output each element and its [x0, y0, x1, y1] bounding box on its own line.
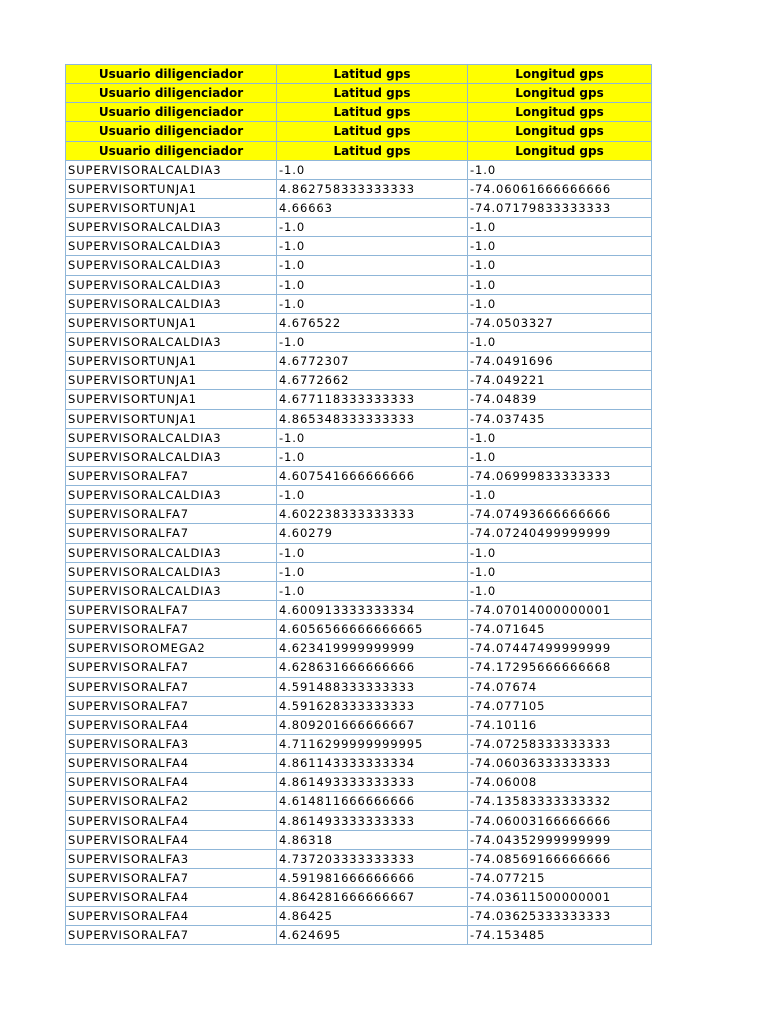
cell-longitud[interactable]: -74.077105	[468, 696, 652, 715]
cell-longitud[interactable]: -74.0491696	[468, 352, 652, 371]
cell-latitud[interactable]: -1.0	[277, 237, 468, 256]
cell-longitud[interactable]: -74.037435	[468, 409, 652, 428]
cell-longitud[interactable]: -1.0	[468, 332, 652, 351]
cell-longitud[interactable]: -74.06003166666666	[468, 811, 652, 830]
table-row	[66, 696, 652, 715]
table-row	[66, 447, 652, 466]
cell-latitud[interactable]: 4.676522	[277, 313, 468, 332]
table-row	[66, 792, 652, 811]
cell-longitud[interactable]: -74.07258333333333	[468, 734, 652, 753]
cell-longitud[interactable]: -74.049221	[468, 371, 652, 390]
cell-latitud[interactable]: -1.0	[277, 486, 468, 505]
cell-latitud[interactable]: 4.7116299999999995	[277, 734, 468, 753]
table-row	[66, 562, 652, 581]
cell-longitud[interactable]: -74.07447499999999	[468, 639, 652, 658]
header-row	[66, 65, 652, 84]
table-row	[66, 658, 652, 677]
cell-longitud[interactable]: -74.06061666666666	[468, 179, 652, 198]
cell-longitud[interactable]: -1.0	[468, 543, 652, 562]
cell-longitud[interactable]: -74.03611500000001	[468, 888, 652, 907]
cell-longitud[interactable]: -1.0	[468, 160, 652, 179]
table-row	[66, 715, 652, 734]
cell-usuario[interactable]: SUPERVISORTUNJA1	[66, 371, 277, 390]
cell-usuario[interactable]: SUPERVISORALFA3	[66, 734, 277, 753]
cell-longitud[interactable]: -1.0	[468, 256, 652, 275]
cell-latitud[interactable]: -1.0	[277, 581, 468, 600]
cell-longitud[interactable]: -74.03625333333333	[468, 907, 652, 926]
cell-latitud[interactable]: 4.864281666666667	[277, 888, 468, 907]
cell-usuario[interactable]: SUPERVISORALCALDIA3	[66, 581, 277, 600]
cell-longitud[interactable]: -74.071645	[468, 620, 652, 639]
cell-longitud[interactable]: -74.17295666666668	[468, 658, 652, 677]
cell-latitud[interactable]: -1.0	[277, 275, 468, 294]
header-cell-usuario[interactable]: Usuario diligenciador	[66, 141, 277, 160]
cell-latitud[interactable]: 4.861143333333334	[277, 754, 468, 773]
cell-usuario[interactable]: SUPERVISORALFA7	[66, 524, 277, 543]
cell-latitud[interactable]: -1.0	[277, 562, 468, 581]
cell-usuario[interactable]: SUPERVISORTUNJA1	[66, 352, 277, 371]
cell-usuario[interactable]: SUPERVISORALCALDIA3	[66, 237, 277, 256]
cell-usuario[interactable]: SUPERVISORALCALDIA3	[66, 218, 277, 237]
cell-usuario[interactable]: SUPERVISORALCALDIA3	[66, 447, 277, 466]
header-cell-longitud[interactable]: Longitud gps	[468, 141, 652, 160]
cell-latitud[interactable]: -1.0	[277, 543, 468, 562]
cell-usuario[interactable]: SUPERVISORALFA7	[66, 620, 277, 639]
table-row	[66, 581, 652, 600]
cell-longitud[interactable]: -74.06008	[468, 773, 652, 792]
header-cell-longitud[interactable]: Longitud gps	[468, 65, 652, 84]
table-row	[66, 332, 652, 351]
table-row	[66, 256, 652, 275]
cell-latitud[interactable]: 4.86425	[277, 907, 468, 926]
header-cell-usuario[interactable]: Usuario diligenciador	[66, 84, 277, 103]
cell-usuario[interactable]: SUPERVISORALCALDIA3	[66, 543, 277, 562]
cell-usuario[interactable]: SUPERVISORALFA7	[66, 696, 277, 715]
cell-usuario[interactable]: SUPERVISORALFA4	[66, 754, 277, 773]
cell-usuario[interactable]: SUPERVISORTUNJA1	[66, 409, 277, 428]
header-cell-usuario[interactable]: Usuario diligenciador	[66, 103, 277, 122]
cell-longitud[interactable]: -74.04352999999999	[468, 830, 652, 849]
cell-latitud[interactable]: 4.6772307	[277, 352, 468, 371]
table-row	[66, 428, 652, 447]
cell-latitud[interactable]: 4.737203333333333	[277, 849, 468, 868]
table-row	[66, 371, 652, 390]
cell-usuario[interactable]: SUPERVISORALFA4	[66, 888, 277, 907]
cell-latitud[interactable]: 4.60279	[277, 524, 468, 543]
cell-usuario[interactable]: SUPERVISORALFA7	[66, 600, 277, 619]
cell-usuario[interactable]: SUPERVISORALCALDIA3	[66, 275, 277, 294]
cell-longitud[interactable]: -1.0	[468, 428, 652, 447]
cell-longitud[interactable]: -74.06036333333333	[468, 754, 652, 773]
header-row	[66, 122, 652, 141]
cell-latitud[interactable]: 4.66663	[277, 198, 468, 217]
cell-latitud[interactable]: -1.0	[277, 218, 468, 237]
cell-longitud[interactable]: -74.08569166666666	[468, 849, 652, 868]
cell-usuario[interactable]: SUPERVISORALFA4	[66, 811, 277, 830]
cell-longitud[interactable]: -1.0	[468, 237, 652, 256]
cell-latitud[interactable]: 4.861493333333333	[277, 773, 468, 792]
cell-longitud[interactable]: -1.0	[468, 218, 652, 237]
cell-longitud[interactable]: -1.0	[468, 275, 652, 294]
cell-usuario[interactable]: SUPERVISORALFA7	[66, 658, 277, 677]
table-row	[66, 486, 652, 505]
cell-usuario[interactable]: SUPERVISORALCALDIA3	[66, 332, 277, 351]
cell-latitud[interactable]: 4.862758333333333	[277, 179, 468, 198]
table-row	[66, 677, 652, 696]
cell-latitud[interactable]: -1.0	[277, 160, 468, 179]
header-cell-latitud[interactable]: Latitud gps	[277, 103, 468, 122]
cell-longitud[interactable]: -1.0	[468, 486, 652, 505]
cell-usuario[interactable]: SUPERVISORALFA4	[66, 907, 277, 926]
cell-longitud[interactable]: -74.07493666666666	[468, 505, 652, 524]
table-row	[66, 313, 652, 332]
spreadsheet-body	[66, 65, 652, 945]
cell-longitud[interactable]: -74.07179833333333	[468, 198, 652, 217]
cell-latitud[interactable]: 4.614811666666666	[277, 792, 468, 811]
table-row	[66, 237, 652, 256]
table-row	[66, 811, 652, 830]
table-row	[66, 352, 652, 371]
table-row	[66, 754, 652, 773]
table-row	[66, 466, 652, 485]
cell-longitud[interactable]: -1.0	[468, 447, 652, 466]
cell-latitud[interactable]: 4.623419999999999	[277, 639, 468, 658]
cell-usuario[interactable]: SUPERVISORALFA4	[66, 715, 277, 734]
cell-latitud[interactable]: 4.600913333333334	[277, 600, 468, 619]
cell-latitud[interactable]: 4.591981666666666	[277, 868, 468, 887]
table-row	[66, 218, 652, 237]
table-row	[66, 639, 652, 658]
cell-latitud[interactable]: 4.607541666666666	[277, 466, 468, 485]
table-row	[66, 390, 652, 409]
cell-usuario[interactable]: SUPERVISORALFA7	[66, 466, 277, 485]
cell-usuario[interactable]: SUPERVISORALFA7	[66, 677, 277, 696]
table-row	[66, 620, 652, 639]
cell-longitud[interactable]: -74.153485	[468, 926, 652, 945]
header-cell-longitud[interactable]: Longitud gps	[468, 103, 652, 122]
cell-usuario[interactable]: SUPERVISORALFA7	[66, 505, 277, 524]
cell-usuario[interactable]: SUPERVISORTUNJA1	[66, 198, 277, 217]
header-cell-longitud[interactable]: Longitud gps	[468, 122, 652, 141]
cell-latitud[interactable]: 4.861493333333333	[277, 811, 468, 830]
cell-usuario[interactable]: SUPERVISORALCALDIA3	[66, 294, 277, 313]
cell-usuario[interactable]: SUPERVISORALCALDIA3	[66, 486, 277, 505]
table-row	[66, 868, 652, 887]
header-cell-longitud[interactable]: Longitud gps	[468, 84, 652, 103]
cell-longitud[interactable]: -1.0	[468, 294, 652, 313]
cell-usuario[interactable]: SUPERVISORALCALDIA3	[66, 562, 277, 581]
cell-latitud[interactable]: -1.0	[277, 447, 468, 466]
cell-longitud[interactable]: -74.10116	[468, 715, 652, 734]
table-row	[66, 849, 652, 868]
cell-longitud[interactable]: -74.07014000000001	[468, 600, 652, 619]
cell-usuario[interactable]: SUPERVISORALFA7	[66, 926, 277, 945]
table-row	[66, 907, 652, 926]
header-cell-usuario[interactable]: Usuario diligenciador	[66, 65, 277, 84]
cell-longitud[interactable]: -74.13583333333332	[468, 792, 652, 811]
table-row	[66, 524, 652, 543]
cell-usuario[interactable]: SUPERVISORTUNJA1	[66, 179, 277, 198]
cell-latitud[interactable]: 4.677118333333333	[277, 390, 468, 409]
cell-latitud[interactable]: 4.602238333333333	[277, 505, 468, 524]
cell-usuario[interactable]: SUPERVISORALFA3	[66, 849, 277, 868]
cell-latitud[interactable]: 4.628631666666666	[277, 658, 468, 677]
cell-latitud[interactable]: -1.0	[277, 256, 468, 275]
cell-usuario[interactable]: SUPERVISORTUNJA1	[66, 390, 277, 409]
cell-usuario[interactable]: SUPERVISORALCALDIA3	[66, 160, 277, 179]
table-row	[66, 543, 652, 562]
table-row	[66, 160, 652, 179]
table-row	[66, 505, 652, 524]
cell-latitud[interactable]: 4.6056566666666665	[277, 620, 468, 639]
cell-latitud[interactable]: 4.6772662	[277, 371, 468, 390]
table-row	[66, 198, 652, 217]
cell-longitud[interactable]: -1.0	[468, 581, 652, 600]
cell-latitud[interactable]: 4.591628333333333	[277, 696, 468, 715]
header-cell-latitud[interactable]: Latitud gps	[277, 65, 468, 84]
cell-latitud[interactable]: -1.0	[277, 332, 468, 351]
header-row	[66, 103, 652, 122]
cell-latitud[interactable]: 4.591488333333333	[277, 677, 468, 696]
table-row	[66, 773, 652, 792]
table-row	[66, 179, 652, 198]
cell-longitud[interactable]: -1.0	[468, 562, 652, 581]
cell-usuario[interactable]: SUPERVISORALFA4	[66, 830, 277, 849]
table-row	[66, 734, 652, 753]
table-row	[66, 926, 652, 945]
cell-longitud[interactable]: -74.04839	[468, 390, 652, 409]
table-row	[66, 888, 652, 907]
cell-longitud[interactable]: -74.077215	[468, 868, 652, 887]
header-row	[66, 141, 652, 160]
header-row	[66, 84, 652, 103]
cell-longitud[interactable]: -74.06999833333333	[468, 466, 652, 485]
cell-usuario[interactable]: SUPERVISORALFA7	[66, 868, 277, 887]
cell-latitud[interactable]: 4.865348333333333	[277, 409, 468, 428]
cell-latitud[interactable]: -1.0	[277, 428, 468, 447]
cell-usuario[interactable]: SUPERVISORTUNJA1	[66, 313, 277, 332]
cell-usuario[interactable]: SUPERVISORALFA2	[66, 792, 277, 811]
table-row	[66, 409, 652, 428]
cell-usuario[interactable]: SUPERVISOROMEGA2	[66, 639, 277, 658]
header-cell-latitud[interactable]: Latitud gps	[277, 141, 468, 160]
table-row	[66, 830, 652, 849]
table-row	[66, 294, 652, 313]
cell-latitud[interactable]: -1.0	[277, 294, 468, 313]
spreadsheet-table	[65, 64, 652, 945]
header-cell-latitud[interactable]: Latitud gps	[277, 122, 468, 141]
table-row	[66, 600, 652, 619]
cell-longitud[interactable]: -74.07674	[468, 677, 652, 696]
cell-latitud[interactable]: 4.809201666666667	[277, 715, 468, 734]
cell-latitud[interactable]: 4.624695	[277, 926, 468, 945]
table-row	[66, 275, 652, 294]
cell-latitud[interactable]: 4.86318	[277, 830, 468, 849]
cell-longitud[interactable]: -74.07240499999999	[468, 524, 652, 543]
cell-usuario[interactable]: SUPERVISORALFA4	[66, 773, 277, 792]
cell-usuario[interactable]: SUPERVISORALCALDIA3	[66, 256, 277, 275]
cell-usuario[interactable]: SUPERVISORALCALDIA3	[66, 428, 277, 447]
header-cell-usuario[interactable]: Usuario diligenciador	[66, 122, 277, 141]
cell-longitud[interactable]: -74.0503327	[468, 313, 652, 332]
header-cell-latitud[interactable]: Latitud gps	[277, 84, 468, 103]
